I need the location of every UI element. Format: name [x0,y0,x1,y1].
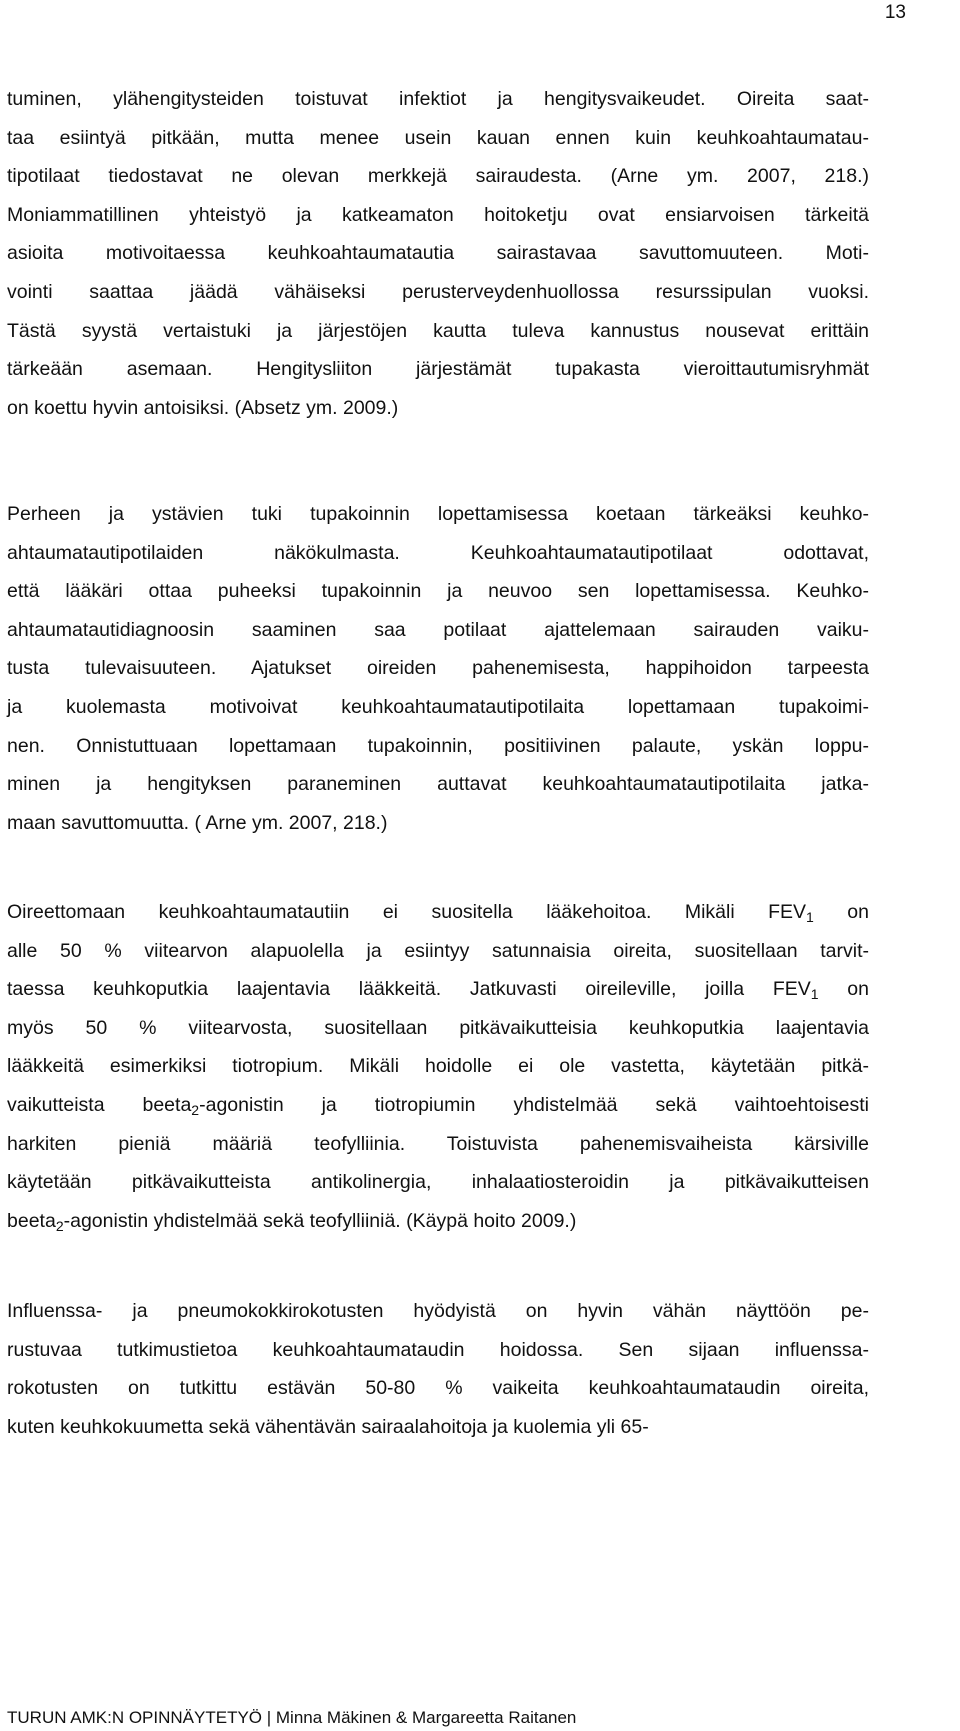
text-line: Perheen ja ystävien tuki tupakoinnin lopettamisessa koetaan tärkeäksi keuhko- [7,503,869,525]
text-line: harkiten pieniä määriä teofylliinia. Toistuvista pahenemisvaiheista kärsiville [7,1132,869,1155]
text-line [7,893,869,932]
text-line [7,1202,869,1241]
text-line: maan savuttomuutta. ( Arne ym. 2007, 218.) [7,811,388,834]
paragraph-3 [7,893,869,1240]
text-line: Moniammatillinen yhteistyö ja katkeamaton hoitoketju ovat ensiarvoisen tärkeitä [7,203,869,226]
text-line: alle 50 % viitearvon alapuolella ja esiintyy satunnaisia oireita, suositellaan tarvit- [7,939,869,962]
text-line: ja kuolemasta motivoivat keuhkoahtaumatautipotilaita lopettamaan tupakoimi- [7,695,869,718]
text-run: vaikutteista beeta [7,1093,192,1116]
text-line: on koettu hyvin antoisiksi. (Absetz ym. 2009.) [7,396,399,419]
text-line: käytetään pitkävaikutteista antikolinergia, inhalaatiosteroidin ja pitkävaikutteisen [7,1171,869,1194]
text-line: tuminen, ylähengitysteiden toistuvat infektiot ja hengitysvaikeudet. Oireita saat- [7,88,869,110]
text-line: rustuvaa tutkimustietoa keuhkoahtaumataudin hoidossa. Sen sijaan influenssa- [7,1338,869,1361]
text-line: asioita motivoitaessa keuhkoahtaumatautia sairastavaa savuttomuuteen. Moti- [7,242,869,265]
text-line [7,1086,869,1125]
text-line: ahtaumatautidiagnoosin saaminen saa potilaat ajattelemaan sairauden vaiku- [7,618,869,641]
text-run: taessa keuhkoputkia laajentavia lääkkeitä. Jatkuvasti oireileville, joilla FEV [7,978,811,1001]
text-run: -agonistin yhdistelmää sekä teofylliiniä. (Käypä hoito 2009.) [63,1209,577,1232]
text-line: lääkkeitä esimerkiksi tiotropium. Mikäli hoidolle ei ole vastetta, käytetään pitkä- [7,1055,869,1078]
text-line: että lääkäri ottaa puheeksi tupakoinnin ja neuvoo sen lopettamisessa. Keuhko- [7,580,869,603]
paragraph-1 [7,80,869,427]
text-line: Tästä syystä vertaistuki ja järjestöjen kautta tuleva kannustus nousevat erittäin [7,319,869,342]
text-line: nen. Onnistuttuaan lopettamaan tupakoinnin, positiivinen palaute, yskän loppu- [7,734,869,757]
text-line [7,970,869,1009]
text-line: ahtaumatautipotilaiden näkökulmasta. Keuhkoahtaumatautipotilaat odottavat, [7,541,869,564]
paragraph-2 [7,495,869,842]
text-line: taa esiintyä pitkään, mutta menee usein kauan ennen kuin keuhkoahtaumatau- [7,126,869,149]
text-line: tipotilaat tiedostavat ne olevan merkkejä sairaudesta. (Arne ym. 2007, 218.) [7,165,869,188]
paragraph-4 [7,1292,869,1446]
text-line: myös 50 % viitearvosta, suositellaan pitkävaikutteisia keuhkoputkia laajentavia [7,1016,869,1039]
subscript: 2 [55,1217,64,1234]
subscript: 1 [806,909,814,926]
subscript: 1 [810,986,819,1003]
page-number: 13 [884,2,906,23]
text-line: Influenssa- ja pneumokokkirokotusten hyödyistä on hyvin vähän näyttöön pe- [7,1300,869,1322]
text-run: on [818,978,869,1001]
text-run: -agonistin ja tiotropiumin yhdistelmää sekä vaihtoehtoisesti [199,1093,869,1116]
subscript: 2 [191,1102,200,1119]
text-line: minen ja hengityksen paraneminen auttavat keuhkoahtaumatautipotilaita jatka- [7,773,869,796]
text-run: beeta [7,1209,56,1232]
text-line: tusta tulevaisuuteen. Ajatukset oireiden pahenemisesta, happihoidon tarpeesta [7,657,869,680]
text-line: kuten keuhkokuumetta sekä vähentävän sairaalahoitoja ja kuolemia yli 65- [7,1415,649,1438]
text-line: rokotusten on tutkittu estävän 50-80 % vaikeita keuhkoahtaumataudin oireita, [7,1377,869,1400]
text-line: tärkeään asemaan. Hengitysliiton järjestämät tupakasta vieroittautumisryhmät [7,358,869,381]
text-run: Oireettomaan keuhkoahtaumatautiin ei suositella lääkehoitoa. Mikäli FEV [7,901,807,923]
text-run: on [813,901,869,923]
text-line: vointi saattaa jäädä vähäiseksi perusterveydenhuollossa resurssipulan vuoksi. [7,280,869,303]
footer-text: TURUN AMK:N OPINNÄYTETYÖ | Minna Mäkinen & Margareetta Raitanen [7,1708,577,1727]
